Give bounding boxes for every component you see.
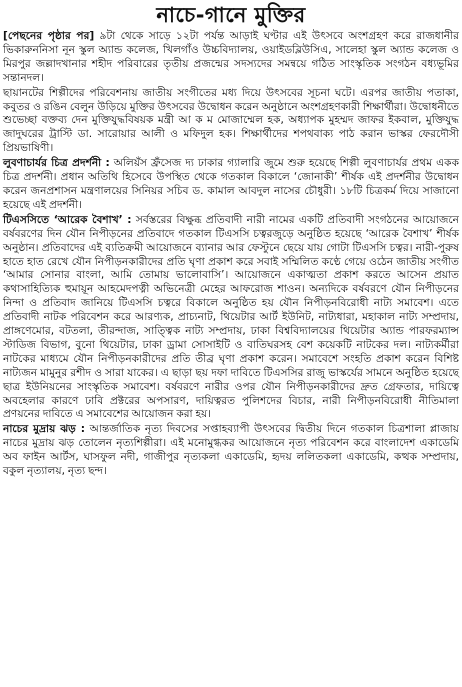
continued-label: [পেছনের পৃষ্ঠার পর] [3, 30, 95, 42]
intro-paragraph-2 [3, 87, 459, 157]
headline: নাচে-গানে মুক্তির [156, 3, 306, 27]
intro-text-1: ৯টা থেকে সাড়ে ১২টা পর্যন্ত আড়াই ঘণ্টার এই উৎসবে অংশগ্রহণ করে রাজধানীর ভিকারুননিসা নূন স্কুল অ্যান্ড কলেজ, খিলগাঁও উচ্চবিদ্যালয়, ওয়াইডব্লিউসিএ, সালেহা স্কুল অ্যান্ড কলেজ ও মিরপুর জল্লাদখানার শহীদ পরিবারের তৃতীয় প্রজন্মের সদস্যদের সমন্বয়ে গঠিত সাংস্কৃতিক সংগঠন বধ্যভূমির সন্তানদল। [3, 30, 459, 84]
section-dance [3, 423, 459, 479]
section-art-exhibition [3, 157, 459, 213]
intro-text-2: ছায়ানটের শিল্পীদের পরিবেশনায় জাতীয় সংগীতের মধ্য দিয়ে উৎসবের সূচনা ঘটে। এরপর জাতীয় পতাকা, কবুতর ও রঙিন বেলুন উড়িয়ে মুক্তির উৎসবের উদ্বোধন করেন অনুষ্ঠানে অংশগ্রহণকারী শিক্ষার্থীরা। উদ্বোধনীতে শুভেচ্ছা বক্তব্য দেন মুক্তিযুদ্ধবিষয়ক মন্ত্রী আ ক ম মোজাম্মেল হক, অধ্যাপক মুহম্মদ জাফর ইকবাল, মুক্তিযুদ্ধ জাদুঘরের ট্রাস্টি ডা. সারোয়ার আলী ও মফিদুল হক। শিক্ষার্থীদের শপথবাক্য পাঠ করান ভাস্কর ফেরদৌসী প্রিয়ভাষিণী। [3, 86, 459, 155]
section-title: লুবণাচার্যর চিত্র প্রদর্শনী : [3, 157, 110, 170]
article-body [3, 30, 459, 479]
intro-paragraph-1 [3, 30, 459, 86]
section-title: টিএসসিতে ‘আরেক বৈশাখ’ : [3, 213, 132, 226]
section-text: আন্তর্জাতিক নৃত্য দিবসের সপ্তাহব্যাপী উৎসবের দ্বিতীয় দিনে গতকাল চিত্রশালা প্লাজায় নাচের মুদ্রায় ঝড় তোলেন নৃত্যশিল্পীরা। এই মনোমুগ্ধকর আয়োজনে নৃত্য পরিবেশন করে বাংলাদেশ একাডেমি অব ফাইন আর্টস, ঘাসফুল নদী, গাজীপুর নৃত্যকলা একাডেমি, হৃদয় ললিতকলা একাডেমি, কত্থক সম্প্রদায়, বকুল নৃত্যালয়, নৃত্য ছন্দ। [3, 423, 459, 478]
section-text: সর্বস্তরের বিক্ষুব্ধ প্রতিবাদী নারী নামের একটি প্রতিবাদী সংগঠনের আয়োজনে বর্ষবরণের দিন যৌন নিপীড়নের প্রতিবাদে গতকাল টিএসসি চত্বরজুড়ে অনুষ্ঠিত হয়েছে ‘আরেক বৈশাখ’ শীর্ষক অনুষ্ঠান। প্রতিবাদের এই ব্যতিক্রমী আয়োজনে ব্যানার আর ফেস্টুনে ছেয়ে যায় গোটা টিএসসি চত্বর। নারী-পুরুষ হাতে হাত রেখে যৌন নিপীড়নকারীদের প্রতি ঘৃণা প্রকাশ করে সবাই সম্মিলিত কণ্ঠে গেয়ে ওঠেন জাতীয় সংগীত ‘আমার সোনার বাংলা, আমি তোমায় ভালোবাসি’। আয়োজনে একাত্মতা প্রকাশ করতে আসেন প্রয়াত কথাসাহিত্যিক হুমায়ূন আহমেদপত্নী অভিনেত্রী মেহের আফরোজ শাওন। অন্যদিকে বর্ষবরণে যৌন নিপীড়নের নিন্দা ও প্রতিবাদ জানিয়ে টিএসসি চত্বরে বিকালে অনুষ্ঠিত হয় যৌন নিপীড়নবিরোধী নাট্য সমাবেশ। এতে প্রতিবাদী নাটক পরিবেশন করে আরণ্যক, প্রাচ্যনাট, থিয়েটার আর্ট ইউনিট, নাট্যধারা, মহাকাল নাট্য সম্প্রদায়, প্রাঙ্গণেমোর, বটতলা, তীরন্দাজ, সাত্ত্বিক নাট্য সম্প্রদায়, ঢাকা বিশ্ববিদ্যালয়ের থিয়েটার অ্যান্ড পারফরম্যান্স স্টাডিজ বিভাগ, বুনো থিয়েটার, ঢাকা ড্রামা সোসাইটি ও বাতিঘরসহ বেশ কয়েকটি নাটকের দল। নাট্যকর্মীরা নাটকের মাধ্যমে যৌন নিপীড়নকারীদের প্রতি তীব্র ঘৃণা প্রকাশ করেন। সমাবেশে সংহতি প্রকাশ করেন বিশিষ্ট নাট্যজন মামুনুর রশীদ ও সারা যাকের। এ ছাড়া ছয় দফা দাবিতে টিএসসির রাজু ভাস্কর্যের সামনে অনুষ্ঠিত হয়েছে ছাত্র ইউনিয়নের সাংস্কৃতিক সমাবেশ। বর্ষবরণে নারীর ওপর যৌন নিপীড়নকারীদের দ্রুত গ্রেফতার, দায়িত্বে অবহেলার কারণে ঢাবি প্রক্টরের অপসারণ, দায়িত্বরত পুলিশদের বিচার, নারী নিপীড়নবিরোধী নীতিমালা প্রণয়নের দাবিতে এ সমাবেশের আয়োজন করা হয়। [3, 213, 459, 421]
section-tsc-boishakh [3, 214, 459, 423]
section-text: অলিয়ঁস ফ্রঁসেজ দ্য ঢাকার গ্যালারি জুমে শুরু হয়েছে শিল্পী লুবণাচার্যর প্রথম একক চিত্র প্রদর্শনী। প্রধান অতিথি হিসেবে উপস্থিত থেকে গতকাল বিকালে ‘জোনাকী’ শীর্ষক এই প্রদর্শনীর উদ্বোধন করেন জনপ্রশাসন মন্ত্রণালয়ের সিনিয়র সচিব ড. কামাল আবদুল নাসের চৌধুরী। ১৮টি চিত্রকর্ম দিয়ে সাজানো হয়েছে এই প্রদর্শনী। [3, 157, 459, 211]
section-title: নাচের মুদ্রায় ঝড় : [3, 423, 86, 436]
